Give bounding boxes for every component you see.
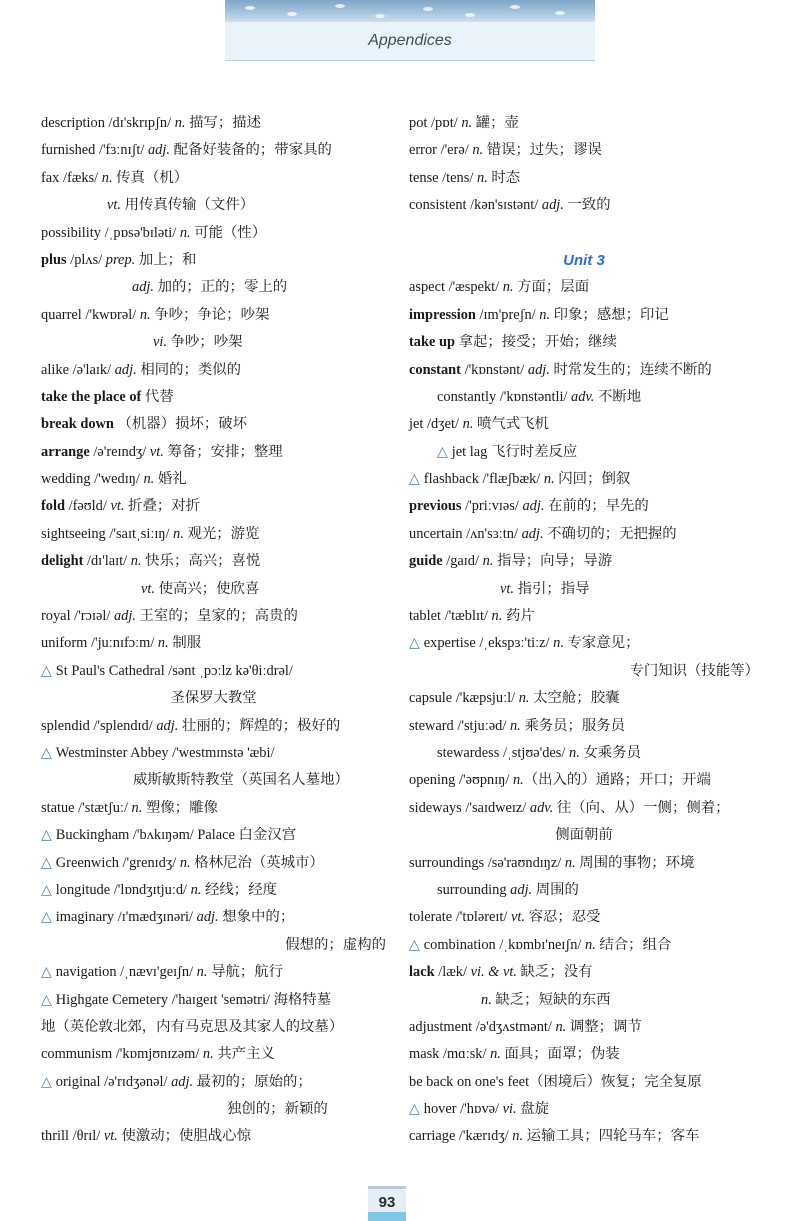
entry-highgate-def2: 地（英伦敦北郊，内有马克思及其家人的坟墓）	[41, 1018, 344, 1035]
entry-plus-adj: adj. 加的；正的；零上的	[132, 279, 288, 296]
entry-mask: mask /mɑːsk/ n. 面具；面罩；伪装	[409, 1046, 620, 1063]
entry-sightseeing: sightseeing /'saɪtˌsiːɪŋ/ n. 观光；游览	[41, 525, 260, 542]
entry-uniform: uniform /'juːnɪfɔːm/ n. 制服	[41, 635, 202, 652]
triangle-icon: △	[409, 1101, 420, 1118]
entry-sideways-def2: 侧面朝前	[555, 827, 613, 844]
entry-imaginary: △ imaginary /ɪ'mædʒɪnəri/ adj. 想象中的；	[41, 909, 295, 926]
entry-hover: △ hover /'hɒvə/ vi. 盘旋	[409, 1101, 550, 1118]
header-decoration	[225, 0, 595, 22]
entry-westminster-def: 威斯敏斯特教堂（英国名人墓地）	[133, 772, 349, 789]
entry-jet: jet /dʒet/ n. 喷气式飞机	[409, 416, 549, 433]
entry-westminster: △ Westminster Abbey /'westmɪnstə 'æbi/	[41, 744, 275, 761]
triangle-icon: △	[41, 991, 52, 1008]
entry-carriage: carriage /'kærɪdʒ/ n. 运输工具；四轮马车；客车	[409, 1128, 700, 1145]
entry-imaginary-def2: 假想的；虚构的	[285, 936, 386, 953]
entry-fax-vt: vt. 用传真传输（文件）	[107, 197, 255, 214]
entry-jet-lag: △ jet lag 飞行时差反应	[437, 443, 578, 460]
entry-sideways: sideways /'saɪdweɪz/ adv. 往（向、从）一侧；侧着；	[409, 799, 730, 816]
left-column	[41, 110, 386, 1151]
triangle-icon: △	[41, 1073, 52, 1090]
entry-description: description /dɪ'skrɪpʃn/ n. 描写；描述	[41, 115, 262, 131]
entry-expertise: △ expertise /ˌekspɜː'tiːz/ n. 专家意见；	[409, 635, 640, 652]
triangle-icon: △	[41, 662, 52, 679]
entry-alike: alike /ə'laɪk/ adj. 相同的；类似的	[41, 361, 242, 378]
entry-thrill: thrill /θrɪl/ vt. 使激动；使胆战心惊	[41, 1128, 251, 1145]
entry-communism: communism /'kɒmjʊnɪzəm/ n. 共产主义	[41, 1046, 275, 1063]
triangle-icon: △	[41, 744, 52, 761]
entry-plus: plus /plʌs/ prep. 加上；和	[41, 251, 197, 268]
triangle-icon: △	[41, 881, 52, 898]
entry-splendid: splendid /'splendɪd/ adj. 壮丽的；辉煌的；极好的	[41, 717, 341, 734]
triangle-icon: △	[409, 635, 420, 652]
spacer	[409, 220, 759, 247]
entry-opening: opening /'əʊpnɪŋ/ n.（出入的）通路；开口；开端	[409, 772, 711, 789]
entry-lack: lack /læk/ vi. & vt. 缺乏；没有	[409, 964, 593, 981]
entry-expertise-def2: 专门知识（技能等）	[629, 662, 759, 679]
entry-original-def2: 独创的；新颖的	[227, 1101, 328, 1118]
entry-flashback: △ flashback /'flæʃbæk/ n. 闪回；倒叙	[409, 471, 631, 488]
entry-guide: guide /gaɪd/ n. 指导；向导；导游	[409, 553, 613, 570]
entry-guide-vt: vt. 指引；指导	[500, 580, 590, 597]
entry-previous: previous /'priːvɪəs/ adj. 在前的；早先的	[409, 498, 649, 515]
entry-steward: steward /'stjuːəd/ n. 乘务员；服务员	[409, 717, 626, 734]
right-column	[409, 110, 759, 1151]
entry-royal: royal /'rɔɪəl/ adj. 王室的；皇家的；高贵的	[41, 608, 298, 625]
entry-quarrel-vi: vi. 争吵；吵架	[153, 334, 243, 351]
entry-original: △ original /ə'rɪdʒənəl/ adj. 最初的；原始的；	[41, 1073, 312, 1090]
entry-st-pauls: △ St Paul's Cathedral /sənt ˌpɔːlz kə'θiːdrəl/	[41, 662, 293, 679]
entry-combination: △ combination /ˌkɒmbɪ'neɪʃn/ n. 结合；组合	[409, 936, 672, 953]
entry-error: error /'erə/ n. 错误；过失；谬误	[409, 142, 602, 159]
entry-longitude: △ longitude /'lɒndʒɪtjuːd/ n. 经线；经度	[41, 881, 277, 898]
entry-tolerate: tolerate /'tɒləreɪt/ vt. 容忍；忍受	[409, 909, 601, 926]
entry-uncertain: uncertain /ʌn'sɜːtn/ adj. 不确切的；无把握的	[409, 525, 677, 542]
triangle-icon: △	[41, 827, 52, 844]
entry-take-the-place-of: take the place of 代替	[41, 388, 174, 405]
entry-tablet: tablet /'tæblɪt/ n. 药片	[409, 608, 535, 625]
page-number: 93	[378, 1193, 396, 1211]
entry-be-back: be back on one's feet（困境后）恢复；完全复原	[409, 1073, 702, 1090]
entry-greenwich: △ Greenwich /'grenɪdʒ/ n. 格林尼治（英城市）	[41, 854, 324, 871]
entry-constantly: constantly /'kɒnstəntli/ adv. 不断地	[437, 388, 642, 405]
entry-constant: constant /'kɒnstənt/ adj. 时常发生的；连续不断的	[409, 361, 712, 378]
entry-adjustment: adjustment /ə'dʒʌstmənt/ n. 调整；调节	[409, 1018, 642, 1035]
triangle-icon: △	[41, 964, 52, 981]
entry-stewardess: stewardess /ˌstjʊə'des/ n. 女乘务员	[437, 744, 641, 761]
entry-take-up: take up 拿起；接受；开始；继续	[409, 334, 617, 351]
entry-delight: delight /dɪ'laɪt/ n. 快乐；高兴；喜悦	[41, 553, 261, 570]
triangle-icon: △	[41, 854, 52, 871]
entry-quarrel: quarrel /'kwɒrəl/ n. 争吵；争论；吵架	[41, 306, 270, 323]
entry-wedding: wedding /'wedɪŋ/ n. 婚礼	[41, 471, 187, 488]
entry-navigation: △ navigation /ˌnævɪ'geɪʃn/ n. 导航；航行	[41, 964, 284, 981]
entry-lack-n: n. 缺乏；短缺的东西	[481, 991, 611, 1008]
entry-aspect: aspect /'æspekt/ n. 方面；层面	[409, 279, 590, 296]
triangle-icon: △	[437, 443, 448, 460]
triangle-icon: △	[41, 909, 52, 926]
entry-buckingham: △ Buckingham /'bʌkɪŋəm/ Palace 白金汉宫	[41, 827, 297, 844]
entry-st-pauls-def: 圣保罗大教堂	[170, 690, 257, 707]
entry-fold: fold /fəʊld/ vt. 折叠；对折	[41, 498, 201, 515]
entry-tense: tense /tens/ n. 时态	[409, 169, 521, 186]
entry-consistent: consistent /kən'sɪstənt/ adj. 一致的	[409, 197, 611, 214]
entry-surroundings: surroundings /sə'raʊndɪŋz/ n. 周围的事物；环境	[409, 854, 695, 871]
entry-arrange: arrange /ə'reɪndʒ/ vt. 筹备；安排；整理	[41, 443, 283, 460]
entry-impression: impression /ɪm'preʃn/ n. 印象；感想；印记	[409, 306, 669, 323]
entry-delight-vt: vt. 使高兴；使欣喜	[141, 580, 260, 597]
entry-highgate: △ Highgate Cemetery /'haɪgeɪt 'semətri/ 海格特墓	[41, 991, 332, 1008]
page-number-box	[368, 1186, 406, 1215]
entry-break-down: break down （机器）损坏；破坏	[41, 416, 248, 433]
section-title: Appendices	[368, 32, 452, 49]
entry-possibility: possibility /ˌpɒsə'bɪləti/ n. 可能（性）	[41, 224, 267, 241]
entry-furnished: furnished /'fɜːnɪʃt/ adj. 配备好装备的；带家具的	[41, 142, 332, 159]
triangle-icon: △	[409, 471, 420, 488]
entry-fax: fax /fæks/ n. 传真（机）	[41, 169, 189, 186]
entry-capsule: capsule /'kæpsjuːl/ n. 太空舱；胶囊	[409, 690, 620, 707]
triangle-icon: △	[409, 936, 420, 953]
header-box	[225, 22, 595, 61]
entry-statue: statue /'stætʃuː/ n. 塑像；雕像	[41, 799, 218, 816]
page-number-strip	[368, 1212, 406, 1221]
entry-pot: pot /pɒt/ n. 罐；壶	[409, 115, 519, 131]
entry-surrounding: surrounding adj. 周围的	[437, 881, 579, 898]
unit-heading: Unit 3	[563, 251, 605, 269]
